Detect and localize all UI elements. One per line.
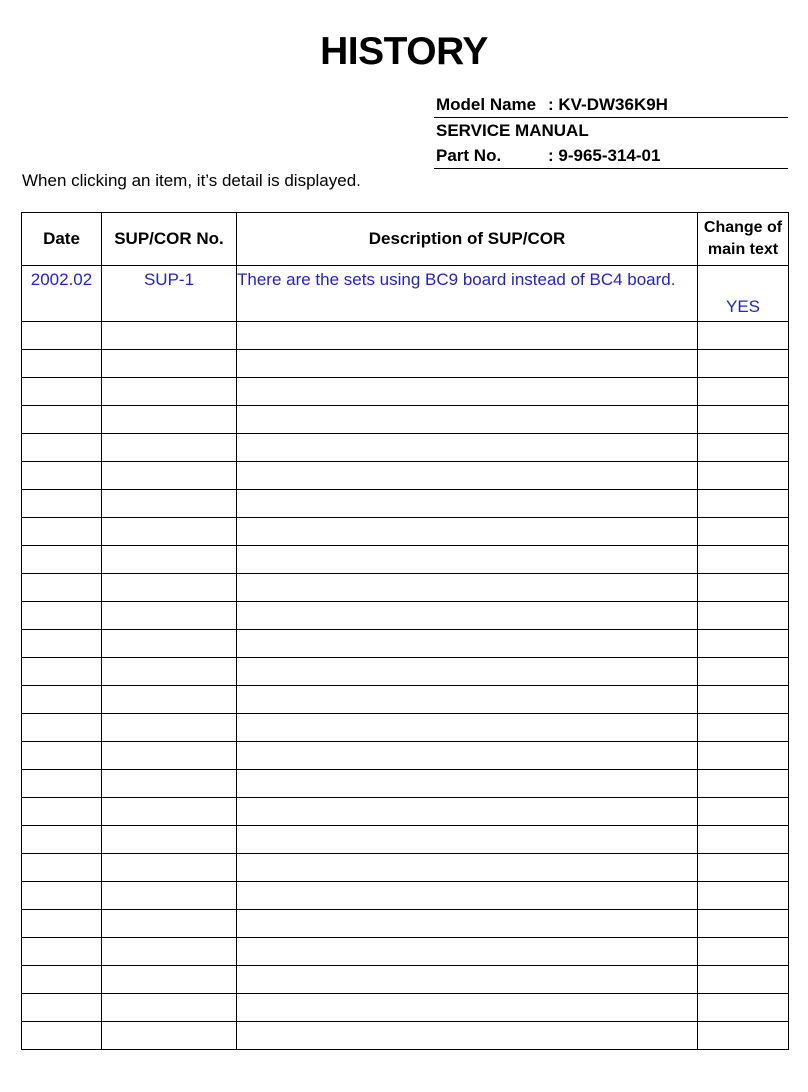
empty-cell — [22, 630, 102, 658]
empty-cell — [237, 798, 698, 826]
empty-cell — [102, 742, 237, 770]
empty-cell — [22, 378, 102, 406]
empty-cell — [102, 994, 237, 1022]
empty-cell — [22, 994, 102, 1022]
empty-table-row — [22, 910, 789, 938]
empty-cell — [698, 1022, 789, 1050]
empty-table-row — [22, 882, 789, 910]
empty-cell — [698, 714, 789, 742]
empty-cell — [237, 322, 698, 350]
empty-cell — [698, 406, 789, 434]
empty-cell — [698, 462, 789, 490]
empty-cell — [22, 966, 102, 994]
empty-table-row — [22, 714, 789, 742]
change-header-line1: Change of — [703, 219, 783, 236]
empty-cell — [237, 574, 698, 602]
empty-table-row — [22, 966, 789, 994]
empty-cell — [22, 686, 102, 714]
empty-cell — [102, 378, 237, 406]
empty-cell — [22, 742, 102, 770]
empty-cell — [102, 826, 237, 854]
empty-cell — [102, 966, 237, 994]
empty-cell — [698, 350, 789, 378]
empty-cell — [237, 462, 698, 490]
empty-cell — [102, 854, 237, 882]
empty-table-row — [22, 406, 789, 434]
empty-cell — [22, 518, 102, 546]
part-number-line — [434, 143, 788, 168]
empty-cell — [22, 798, 102, 826]
empty-cell — [237, 518, 698, 546]
empty-cell — [102, 658, 237, 686]
empty-table-row — [22, 658, 789, 686]
empty-cell — [22, 602, 102, 630]
empty-cell — [698, 770, 789, 798]
empty-cell — [237, 630, 698, 658]
empty-cell — [102, 910, 237, 938]
empty-cell — [698, 994, 789, 1022]
page-title: HISTORY — [320, 30, 488, 73]
empty-cell — [22, 826, 102, 854]
empty-cell — [22, 350, 102, 378]
document-info — [434, 92, 788, 169]
empty-cell — [698, 434, 789, 462]
empty-cell — [102, 938, 237, 966]
column-header-date: Date — [22, 213, 102, 266]
empty-cell — [22, 490, 102, 518]
empty-cell — [698, 546, 789, 574]
empty-cell — [237, 434, 698, 462]
row-date-link[interactable]: 2002.02 — [22, 266, 102, 322]
history-table — [21, 212, 789, 1050]
part-number-value: : 9-965-314-01 — [548, 146, 661, 165]
model-name-label: Model Name — [436, 95, 537, 114]
empty-cell — [237, 658, 698, 686]
instruction-text: When clicking an item, it’s detail is displayed. — [22, 171, 361, 190]
empty-cell — [698, 490, 789, 518]
empty-cell — [237, 770, 698, 798]
empty-cell — [22, 854, 102, 882]
empty-cell — [237, 1022, 698, 1050]
empty-cell — [698, 938, 789, 966]
empty-cell — [22, 658, 102, 686]
empty-cell — [237, 490, 698, 518]
empty-cell — [22, 462, 102, 490]
column-header-change — [698, 213, 789, 266]
empty-cell — [237, 742, 698, 770]
empty-cell — [102, 462, 237, 490]
empty-table-row — [22, 378, 789, 406]
empty-cell — [102, 630, 237, 658]
empty-cell — [102, 406, 237, 434]
model-name-value: : KV-DW36K9H — [548, 95, 668, 114]
column-header-description: Description of SUP/COR — [237, 213, 698, 266]
empty-table-row — [22, 798, 789, 826]
model-name-line — [434, 92, 788, 117]
empty-table-row — [22, 490, 789, 518]
empty-cell — [102, 490, 237, 518]
empty-cell — [237, 686, 698, 714]
empty-cell — [22, 322, 102, 350]
empty-cell — [22, 406, 102, 434]
empty-cell — [237, 406, 698, 434]
empty-cell — [22, 434, 102, 462]
empty-cell — [102, 882, 237, 910]
empty-table-row — [22, 938, 789, 966]
empty-cell — [698, 686, 789, 714]
empty-cell — [102, 602, 237, 630]
empty-cell — [237, 602, 698, 630]
service-manual-label: SERVICE MANUAL — [436, 121, 589, 140]
empty-table-row — [22, 1022, 789, 1050]
empty-cell — [102, 1022, 237, 1050]
table-row[interactable] — [22, 266, 789, 322]
empty-cell — [698, 658, 789, 686]
empty-table-row — [22, 686, 789, 714]
empty-cell — [22, 910, 102, 938]
empty-table-row — [22, 994, 789, 1022]
empty-cell — [102, 546, 237, 574]
empty-table-row — [22, 518, 789, 546]
empty-cell — [237, 938, 698, 966]
part-number-label: Part No. — [436, 146, 502, 165]
empty-cell — [102, 322, 237, 350]
service-manual-line — [434, 118, 788, 143]
table-header-row — [22, 213, 789, 266]
empty-table-row — [22, 350, 789, 378]
empty-cell — [22, 546, 102, 574]
empty-cell — [698, 322, 789, 350]
empty-cell — [102, 770, 237, 798]
empty-cell — [698, 378, 789, 406]
empty-cell — [102, 574, 237, 602]
empty-cell — [22, 938, 102, 966]
empty-table-row — [22, 434, 789, 462]
empty-cell — [698, 854, 789, 882]
empty-cell — [22, 882, 102, 910]
empty-cell — [22, 574, 102, 602]
empty-cell — [237, 966, 698, 994]
empty-table-row — [22, 630, 789, 658]
empty-cell — [22, 770, 102, 798]
empty-cell — [698, 630, 789, 658]
empty-table-row — [22, 742, 789, 770]
empty-cell — [237, 714, 698, 742]
empty-cell — [102, 714, 237, 742]
row-sup-link[interactable]: SUP-1 — [102, 266, 237, 322]
empty-cell — [698, 826, 789, 854]
change-header-line2: main text — [707, 241, 779, 258]
empty-cell — [237, 882, 698, 910]
empty-cell — [237, 994, 698, 1022]
empty-cell — [102, 798, 237, 826]
row-description-link[interactable]: There are the sets using BC9 board instead of BC4 board. — [237, 266, 698, 322]
empty-table-row — [22, 574, 789, 602]
empty-table-row — [22, 546, 789, 574]
empty-cell — [698, 882, 789, 910]
empty-cell — [22, 714, 102, 742]
empty-table-row — [22, 602, 789, 630]
empty-table-row — [22, 770, 789, 798]
empty-cell — [237, 546, 698, 574]
empty-cell — [698, 574, 789, 602]
empty-table-row — [22, 854, 789, 882]
empty-cell — [237, 378, 698, 406]
empty-table-row — [22, 322, 789, 350]
empty-table-row — [22, 462, 789, 490]
empty-cell — [102, 518, 237, 546]
empty-cell — [698, 910, 789, 938]
empty-cell — [102, 686, 237, 714]
column-header-sup-cor: SUP/COR No. — [102, 213, 237, 266]
empty-cell — [237, 350, 698, 378]
empty-cell — [22, 1022, 102, 1050]
empty-cell — [237, 826, 698, 854]
empty-table-row — [22, 826, 789, 854]
empty-cell — [698, 518, 789, 546]
empty-cell — [698, 742, 789, 770]
empty-cell — [102, 350, 237, 378]
row-change-link[interactable]: YES — [698, 266, 789, 322]
empty-cell — [698, 966, 789, 994]
empty-cell — [698, 602, 789, 630]
empty-cell — [698, 798, 789, 826]
divider — [434, 168, 788, 169]
empty-cell — [102, 434, 237, 462]
empty-cell — [237, 910, 698, 938]
empty-cell — [237, 854, 698, 882]
